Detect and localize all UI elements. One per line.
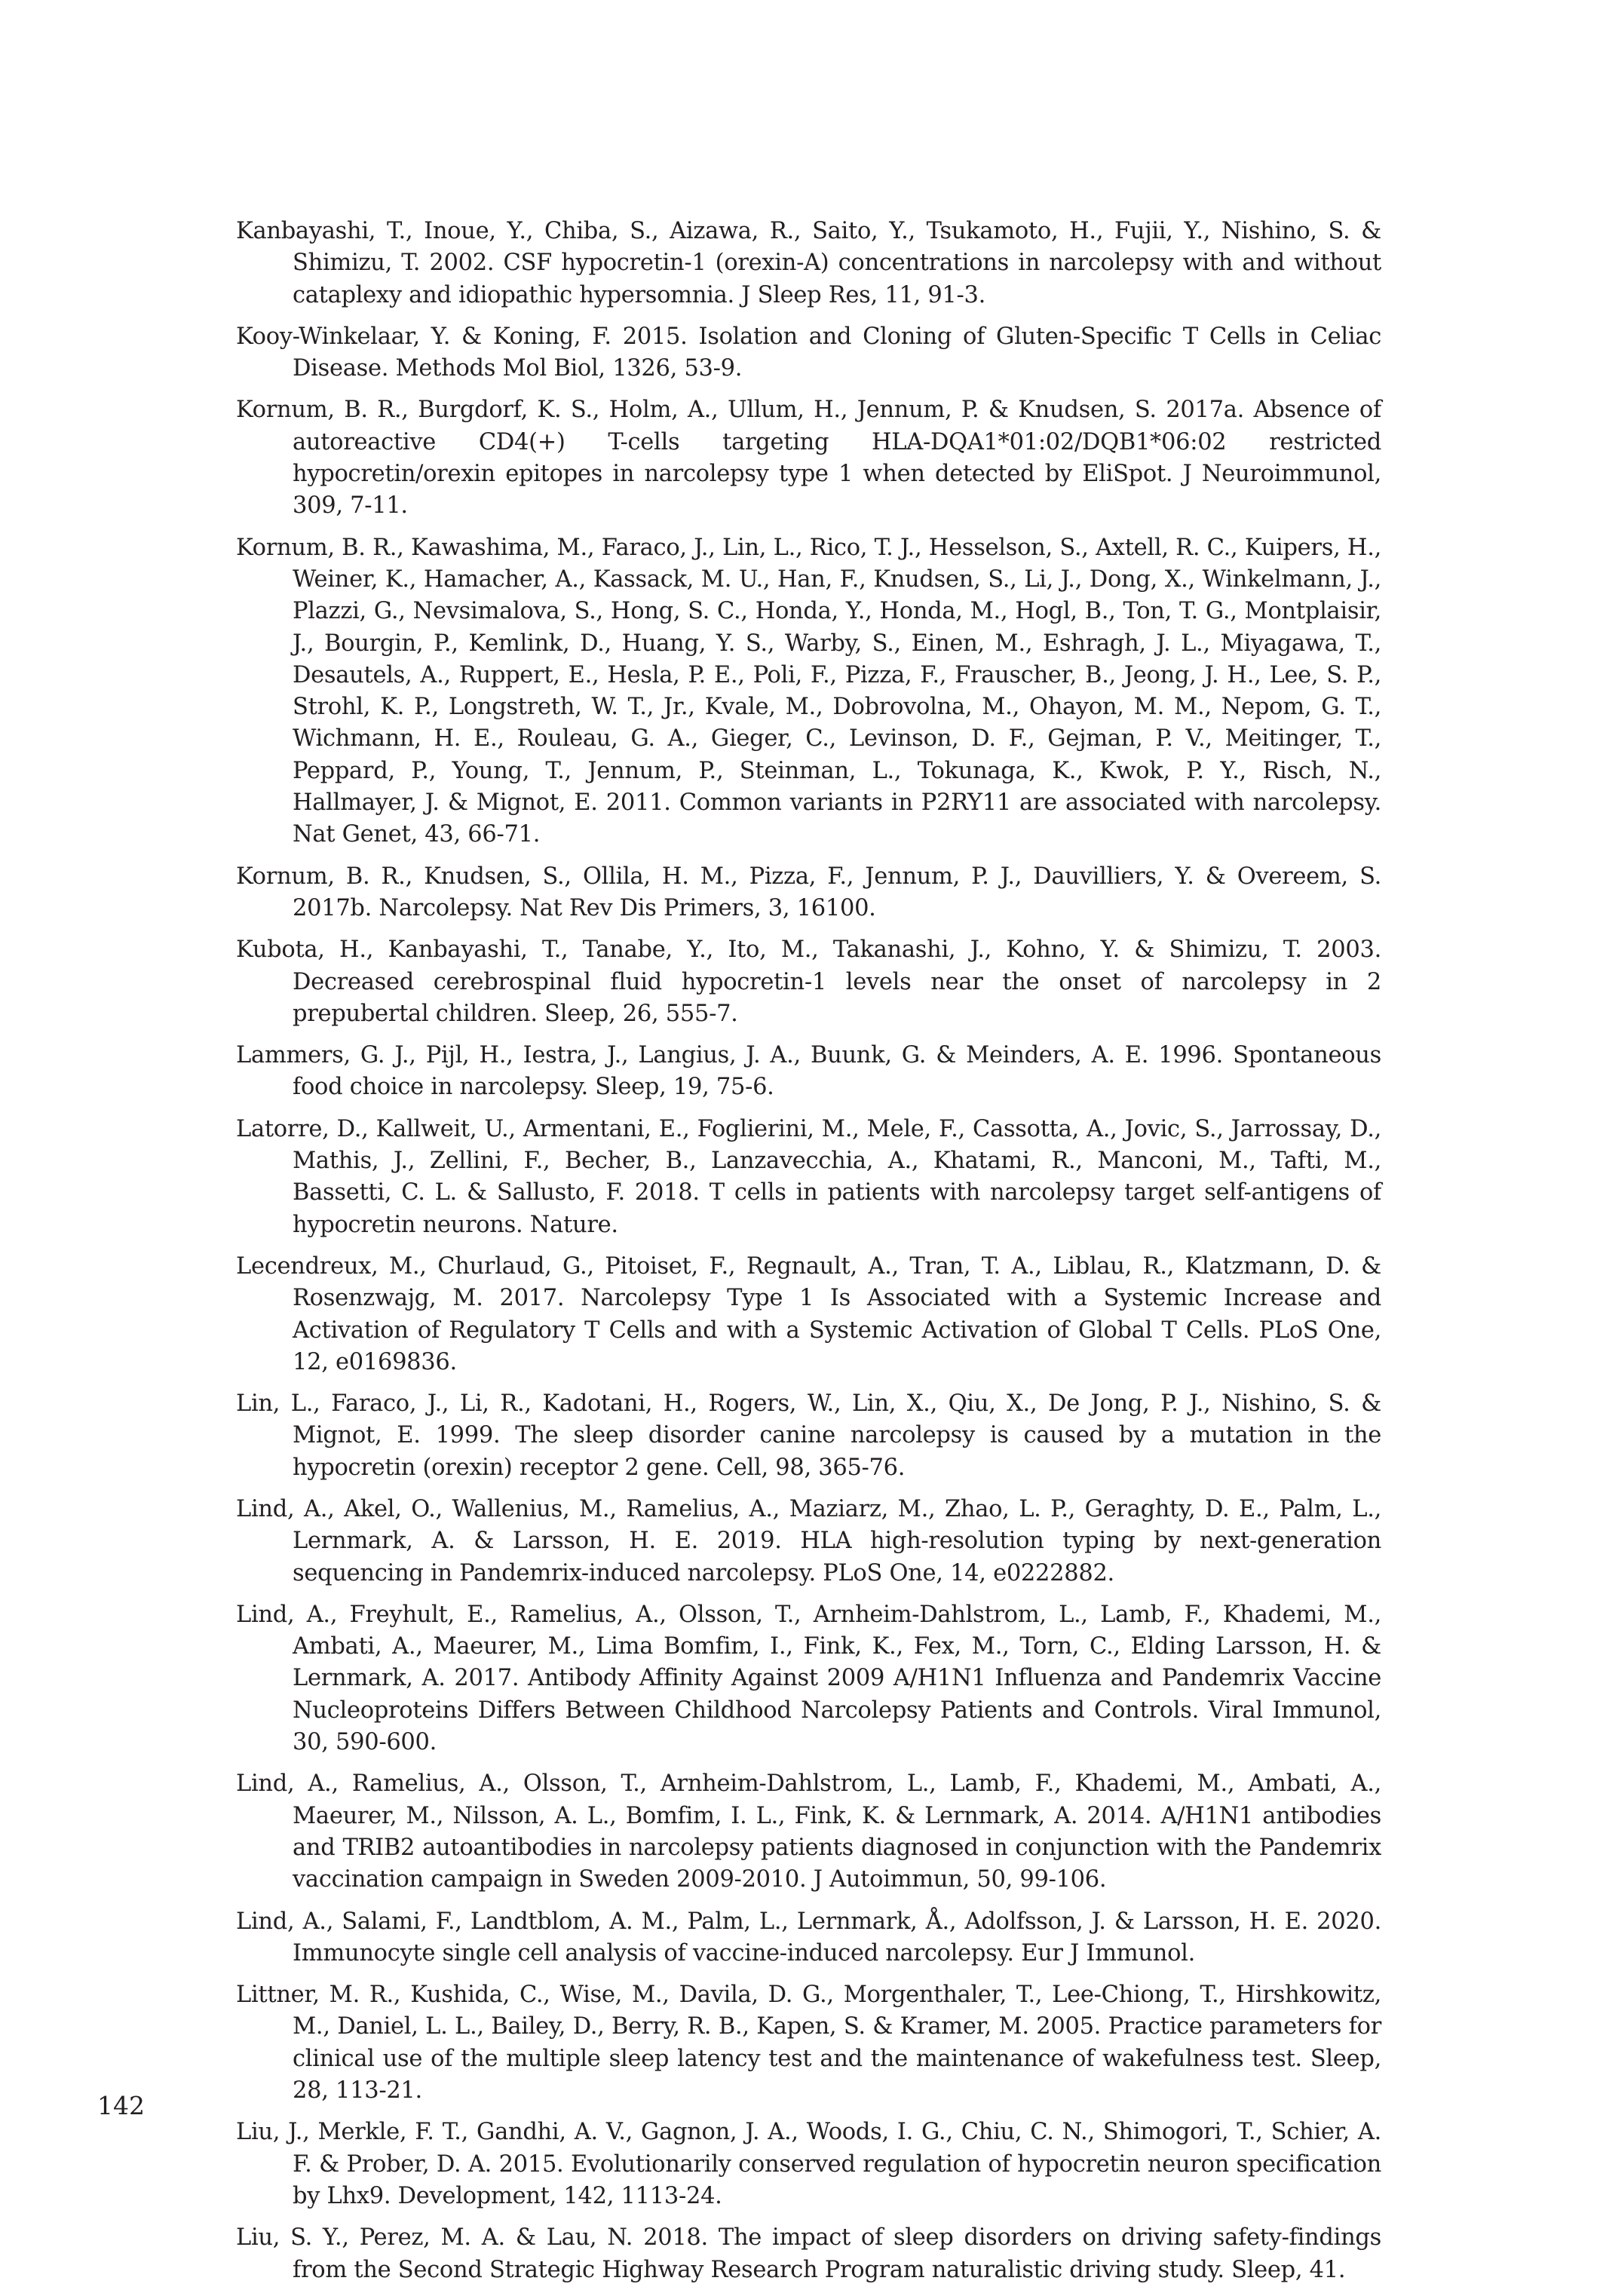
reference-entry: Liu, J., Merkle, F. T., Gandhi, A. V., Gagnon, J. A., Woods, I. G., Chiu, C. N., Shimogori, T., Schier, A. F. & Prober, D. A. 2015. Evolutionarily conserved regulation of hypocretin neuron specification by Lhx9. Development, 142, 1113-24. (236, 2119, 1381, 2209)
reference-entry: Lind, A., Ramelius, A., Olsson, T., Arnheim-Dahlstrom, L., Lamb, F., Khademi, M., Ambati, A., Maeurer, M., Nilsson, A. L., Bomfim, I. L., Fink, K. & Lernmark, A. 2014. A/H1N1 antibodies and TRIB2 autoantibodies in narcolepsy patients diagnosed in conjunction with the Pandemrix vaccination campaign in Sweden 2009-2010. J Autoimmun, 50, 99-106. (236, 1770, 1381, 1893)
reference-entry: Lammers, G. J., Pijl, H., Iestra, J., Langius, J. A., Buunk, G. & Meinders, A. E. 1996. Spontaneous food choice in narcolepsy. Sleep, 19, 75-6. (236, 1042, 1381, 1101)
reference-entry: Kornum, B. R., Knudsen, S., Ollila, H. M., Pizza, F., Jennum, P. J., Dauvilliers, Y. & Overeem, S. 2017b. Narcolepsy. Nat Rev Dis Primers, 3, 16100. (236, 863, 1381, 921)
reference-list (236, 216, 1381, 2296)
reference-entry: Littner, M. R., Kushida, C., Wise, M., Davila, D. G., Morgenthaler, T., Lee-Chiong, T., Hirshkowitz, M., Daniel, L. L., Bailey, D., Berry, R. B., Kapen, S. & Kramer, M. 2005. Practice parameters for clinical use of the multiple sleep latency test and the maintenance of wakefulness test. Sleep, 28, 113-21. (236, 1982, 1381, 2104)
reference-entry: Kubota, H., Kanbayashi, T., Tanabe, Y., Ito, M., Takanashi, J., Kohno, Y. & Shimizu, T. 2003. Decreased cerebrospinal fluid hypocretin-1 levels near the onset of narcolepsy in 2 prepubertal children. Sleep, 26, 555-7. (236, 936, 1381, 1027)
reference-entry: Lind, A., Salami, F., Landtblom, A. M., Palm, L., Lernmark, Å., Adolfsson, J. & Larsson, H. E. 2020. Immunocyte single cell analysis of vaccine-induced narcolepsy. Eur J Immunol. (236, 1908, 1381, 1966)
reference-entry: Lind, A., Freyhult, E., Ramelius, A., Olsson, T., Arnheim-Dahlstrom, L., Lamb, F., Khademi, M., Ambati, A., Maeurer, M., Lima Bomfim, I., Fink, K., Fex, M., Torn, C., Elding Larsson, H. & Lernmark, A. 2017. Antibody Affinity Against 2009 A/H1N1 Influenza and Pandemrix Vaccine Nucleoproteins Differs Between Childhood Narcolepsy Patients and Controls. Viral Immunol, 30, 590-600. (236, 1601, 1381, 1756)
reference-entry: Liu, S. Y., Perez, M. A. & Lau, N. 2018. The impact of sleep disorders on driving safety-findings from the Second Strategic Highway Research Program naturalistic driving study. Sleep, 41. (236, 2224, 1381, 2283)
reference-entry: Lind, A., Akel, O., Wallenius, M., Ramelius, A., Maziarz, M., Zhao, L. P., Geraghty, D. E., Palm, L., Lernmark, A. & Larsson, H. E. 2019. HLA high-resolution typing by next-generation sequencing in Pandemrix-induced narcolepsy. PLoS One, 14, e0222882. (236, 1495, 1381, 1586)
reference-entry: Lin, L., Faraco, J., Li, R., Kadotani, H., Rogers, W., Lin, X., Qiu, X., De Jong, P. J., Nishino, S. & Mignot, E. 1999. The sleep disorder canine narcolepsy is caused by a mutation in the hypocretin (orexin) receptor 2 gene. Cell, 98, 365-76. (236, 1390, 1381, 1481)
reference-entry: Kanbayashi, T., Inoue, Y., Chiba, S., Aizawa, R., Saito, Y., Tsukamoto, H., Fujii, Y., Nishino, S. & Shimizu, T. 2002. CSF hypocretin-1 (orexin-A) concentrations in narcolepsy with and without cataplexy and idiopathic hypersomnia. J Sleep Res, 11, 91-3. (236, 218, 1381, 308)
reference-entry: Kornum, B. R., Burgdorf, K. S., Holm, A., Ullum, H., Jennum, P. & Knudsen, S. 2017a. Absence of autoreactive CD4(+) T-cells targeting HLA-DQA1*01:02/DQB1*06:02 restricted hypocretin/orexin epitopes in narcolepsy type 1 when detected by EliSpot. J Neuroimmunol, 309, 7-11. (236, 397, 1381, 520)
reference-entry: Kornum, B. R., Kawashima, M., Faraco, J., Lin, L., Rico, T. J., Hesselson, S., Axtell, R. C., Kuipers, H., Weiner, K., Hamacher, A., Kassack, M. U., Han, F., Knudsen, S., Li, J., Dong, X., Winkelmann, J., Plazzi, G., Nevsimalova, S., Hong, S. C., Honda, Y., Honda, M., Hogl, B., Ton, T. G., Montplaisir, J., Bourgin, P., Kemlink, D., Huang, Y. S., Warby, S., Einen, M., Eshragh, J. L., Miyagawa, T., Desautels, A., Ruppert, E., Hesla, P. E., Poli, F., Pizza, F., Frauscher, B., Jeong, J. H., Lee, S. P., Strohl, K. P., Longstreth, W. T., Jr., Kvale, M., Dobrovolna, M., Ohayon, M. M., Nepom, G. T., Wichmann, H. E., Rouleau, G. A., Gieger, C., Levinson, D. F., Gejman, P. V., Meitinger, T., Peppard, P., Young, T., Jennum, P., Steinman, L., Tokunaga, K., Kwok, P. Y., Risch, N., Hallmayer, J. & Mignot, E. 2011. Common variants in P2RY11 are associated with narcolepsy. Nat Genet, 43, 66-71. (236, 534, 1381, 848)
page-number: 142 (97, 2091, 145, 2120)
reference-entry: Latorre, D., Kallweit, U., Armentani, E., Foglierini, M., Mele, F., Cassotta, A., Jovic, S., Jarrossay, D., Mathis, J., Zellini, F., Becher, B., Lanzavecchia, A., Khatami, R., Manconi, M., Tafti, M., Bassetti, C. L. & Sallusto, F. 2018. T cells in patients with narcolepsy target self-antigens of hypocretin neurons. Nature. (236, 1115, 1381, 1238)
reference-entry: Kooy-Winkelaar, Y. & Koning, F. 2015. Isolation and Cloning of Gluten-Specific T Cells in Celiac Disease. Methods Mol Biol, 1326, 53-9. (236, 323, 1381, 382)
reference-entry: Lecendreux, M., Churlaud, G., Pitoiset, F., Regnault, A., Tran, T. A., Liblau, R., Klatzmann, D. & Rosenzwajg, M. 2017. Narcolepsy Type 1 Is Associated with a Systemic Increase and Activation of Regulatory T Cells and with a Systemic Activation of Global T Cells. PLoS One, 12, e0169836. (236, 1252, 1381, 1375)
